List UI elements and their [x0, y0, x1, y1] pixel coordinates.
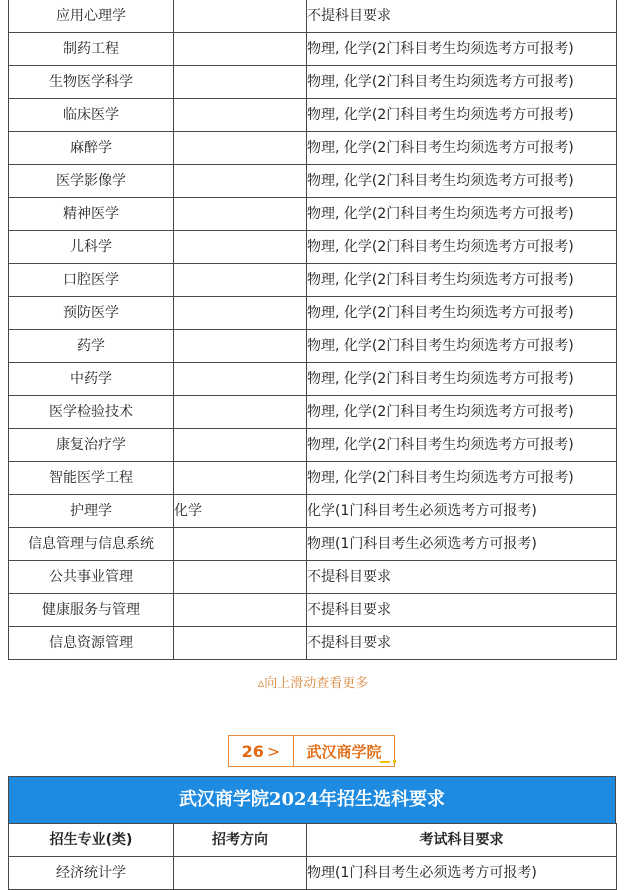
major-cell: 预防医学: [9, 297, 174, 330]
dir-cell: [174, 594, 307, 627]
table-row: [9, 561, 617, 594]
req-cell: 物理, 化学(2门科目考生均须选考方可报考): [307, 363, 617, 396]
dir-cell: [174, 165, 307, 198]
table-row: [9, 396, 617, 429]
section-number-text: 26: [241, 741, 264, 761]
req-cell: 物理, 化学(2门科目考生均须选考方可报考): [307, 429, 617, 462]
table-row: [9, 429, 617, 462]
req-cell: 物理, 化学(2门科目考生均须选考方可报考): [307, 198, 617, 231]
major-cell: 临床医学: [9, 99, 174, 132]
scroll-more-hint[interactable]: ▵向上滑动查看更多: [257, 676, 369, 691]
table-row: [9, 297, 617, 330]
req-cell: 物理(1门科目考生必须选考方可报考): [307, 528, 617, 561]
major-cell: 儿科学: [9, 231, 174, 264]
section-number: [229, 736, 294, 766]
table-row: [9, 66, 617, 99]
major-cell: 应用心理学: [9, 0, 174, 33]
table-title: 武汉商学院2024年招生选科要求: [8, 776, 616, 824]
req-cell: 物理(1门科目考生必须选考方可报考): [307, 857, 617, 890]
dot-decoration: [393, 760, 396, 763]
dir-cell: [174, 66, 307, 99]
major-cell: 经济统计学: [9, 857, 174, 890]
major-cell: 健康服务与管理: [9, 594, 174, 627]
dir-cell: [174, 396, 307, 429]
major-cell: 麻醉学: [9, 132, 174, 165]
dir-cell: [174, 330, 307, 363]
table-row: [9, 363, 617, 396]
major-cell: 医学检验技术: [9, 396, 174, 429]
major-cell: 信息资源管理: [9, 627, 174, 660]
table-row: [9, 264, 617, 297]
req-cell: 物理, 化学(2门科目考生均须选考方可报考): [307, 165, 617, 198]
dir-cell: [174, 363, 307, 396]
dir-cell: [174, 264, 307, 297]
major-cell: 康复治疗学: [9, 429, 174, 462]
dir-cell: [174, 99, 307, 132]
major-cell: 生物医学科学: [9, 66, 174, 99]
major-cell: 口腔医学: [9, 264, 174, 297]
dir-cell: [174, 462, 307, 495]
table-row: [9, 198, 617, 231]
table-row: [9, 165, 617, 198]
subject-requirements-table: [8, 0, 617, 660]
major-cell: 公共事业管理: [9, 561, 174, 594]
major-cell: 智能医学工程: [9, 462, 174, 495]
section-badge[interactable]: [228, 735, 395, 767]
table-row: [9, 857, 617, 890]
dir-cell: [174, 132, 307, 165]
dir-cell: [174, 857, 307, 890]
dir-cell: [174, 33, 307, 66]
major-cell: 护理学: [9, 495, 174, 528]
section-school-name: [294, 736, 394, 766]
req-cell: 不提科目要求: [307, 0, 617, 33]
underline-decoration: [380, 761, 390, 763]
req-cell: 物理, 化学(2门科目考生均须选考方可报考): [307, 231, 617, 264]
dir-cell: [174, 0, 307, 33]
req-cell: 物理, 化学(2门科目考生均须选考方可报考): [307, 297, 617, 330]
table-row: [9, 99, 617, 132]
req-cell: 物理, 化学(2门科目考生均须选考方可报考): [307, 33, 617, 66]
dir-cell: [174, 429, 307, 462]
table-row: [9, 231, 617, 264]
req-cell: 不提科目要求: [307, 594, 617, 627]
major-cell: 医学影像学: [9, 165, 174, 198]
table-row: [9, 495, 617, 528]
school-requirements-table: [8, 823, 617, 890]
major-cell: 信息管理与信息系统: [9, 528, 174, 561]
dir-cell: 化学: [174, 495, 307, 528]
chevron-right-icon: >: [266, 741, 281, 761]
dir-cell: [174, 198, 307, 231]
dir-cell: [174, 627, 307, 660]
req-cell: 物理, 化学(2门科目考生均须选考方可报考): [307, 396, 617, 429]
major-cell: 制药工程: [9, 33, 174, 66]
table-row: [9, 462, 617, 495]
req-cell: 化学(1门科目考生必须选考方可报考): [307, 495, 617, 528]
req-cell: 物理, 化学(2门科目考生均须选考方可报考): [307, 462, 617, 495]
table-row: [9, 627, 617, 660]
header-requirement: 考试科目要求: [307, 824, 617, 857]
req-cell: 不提科目要求: [307, 627, 617, 660]
major-cell: 中药学: [9, 363, 174, 396]
table-row: [9, 132, 617, 165]
req-cell: 物理, 化学(2门科目考生均须选考方可报考): [307, 66, 617, 99]
table-row: [9, 528, 617, 561]
school-name-text: 武汉商学院: [306, 742, 382, 761]
header-direction: 招考方向: [174, 824, 307, 857]
table-row: [9, 33, 617, 66]
major-cell: 精神医学: [9, 198, 174, 231]
dir-cell: [174, 297, 307, 330]
dir-cell: [174, 561, 307, 594]
req-cell: 物理, 化学(2门科目考生均须选考方可报考): [307, 132, 617, 165]
table-header-row: [9, 824, 617, 857]
table-row: [9, 0, 617, 33]
table-row: [9, 594, 617, 627]
req-cell: 物理, 化学(2门科目考生均须选考方可报考): [307, 264, 617, 297]
req-cell: 不提科目要求: [307, 561, 617, 594]
major-cell: 药学: [9, 330, 174, 363]
header-major: 招生专业(类): [9, 824, 174, 857]
req-cell: 物理, 化学(2门科目考生均须选考方可报考): [307, 99, 617, 132]
dir-cell: [174, 231, 307, 264]
req-cell: 物理, 化学(2门科目考生均须选考方可报考): [307, 330, 617, 363]
dir-cell: [174, 528, 307, 561]
table-row: [9, 330, 617, 363]
